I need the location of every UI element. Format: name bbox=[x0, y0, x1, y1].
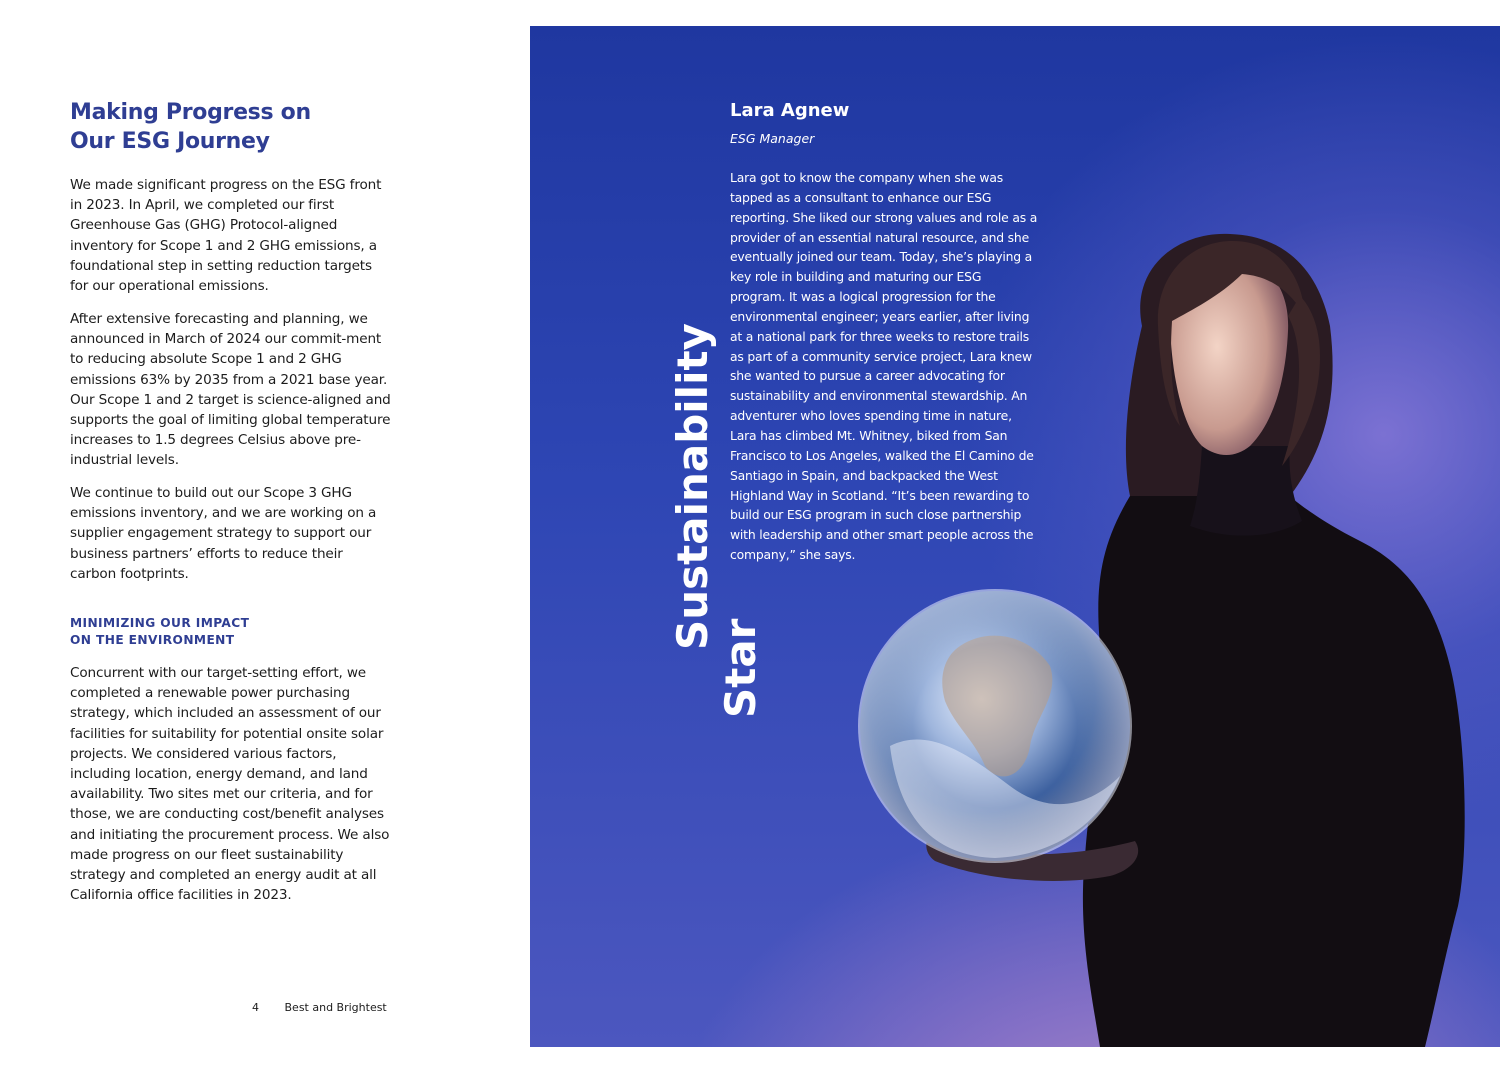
page-number: 4 bbox=[252, 1001, 259, 1014]
left-page bbox=[0, 0, 530, 1073]
subheading-line-1: MINIMIZING OUR IMPACT bbox=[70, 616, 250, 630]
paragraph-text: We made significant progress on the ESG front in 2023. In April, we completed our first Greenhouse Gas (GHG) Protocol-aligned inventory for Scope 1 and 2 GHG emissions, a foundational step in setting reduction targets for our operational emissions. bbox=[70, 177, 382, 295]
vertical-title-line-1: Sustainability bbox=[668, 323, 717, 650]
paragraph-text: After extensive forecasting and planning, we announced in March of 2024 our commit-ment to reducing absolute Scope 1 and 2 GHG emissions 63% by 2035 from a 2021 base year. Our Scope 1 and 2 target is science-aligned and supports the goal of limiting global temperature increases to 1.5 degrees Celsius above pre-industrial levels. bbox=[70, 311, 391, 469]
profile-role: ESG Manager bbox=[730, 131, 815, 146]
subheading-line-2: ON THE ENVIRONMENT bbox=[70, 633, 235, 647]
feature-panel bbox=[530, 26, 1500, 1047]
title-line-2: Our ESG Journey bbox=[70, 129, 270, 154]
profile-bio: Lara got to know the company when she was tapped as a consultant to enhance our ESG reporting. She liked our strong values and role as a provider of an essential natural resource, and she eventually joined our team. Today, she’s playing a key role in building and maturing our ESG program. It was a logical progression for the environmental engineer; years earlier, after living at a national park for three weeks to restore trails as part of a community service project, Lara knew she wanted to pursue a career advocating for sustainability and environmental stewardship. An adventurer who loves spending time in nature, Lara has climbed Mt. Whitney, biked from San Francisco to Los Angeles, walked the El Camino de Santiago in Spain, and backpacked the West Highland Way in Scotland. “It’s been rewarding to build our ESG program in such close partnership with leadership and other smart people across the company,” she says. bbox=[730, 170, 1038, 563]
section-name: Best and Brightest bbox=[284, 1001, 387, 1014]
paragraph-commitment bbox=[70, 309, 392, 471]
title-line-1: Making Progress on bbox=[70, 100, 311, 125]
vertical-title-line-2: Star bbox=[716, 618, 765, 718]
page-footer bbox=[252, 1001, 387, 1014]
section-subheading bbox=[70, 615, 249, 649]
profile-name: Lara Agnew bbox=[730, 100, 850, 121]
paragraph-scope3 bbox=[70, 483, 392, 584]
paragraph-progress bbox=[70, 175, 392, 296]
paragraph-text: We continue to build out our Scope 3 GHG emissions inventory, and we are working on a supplier engagement strategy to support our business partners’ efforts to reduce their carbon footprints. bbox=[70, 485, 377, 582]
paragraph-environment bbox=[70, 663, 392, 905]
page-title bbox=[70, 98, 400, 156]
paragraph-text: Concurrent with our target-setting effort, we completed a renewable power purchasing strategy, which included an assessment of our facilities for suitability for potential onsite solar projects. We considered various factors, including location, energy demand, and land availability. Two sites met our criteria, and for those, we are conducting cost/benefit analyses and initiating the procurement process. We also made progress on our fleet sustainability strategy and completed an energy audit at all California office facilities in 2023. bbox=[70, 665, 390, 904]
